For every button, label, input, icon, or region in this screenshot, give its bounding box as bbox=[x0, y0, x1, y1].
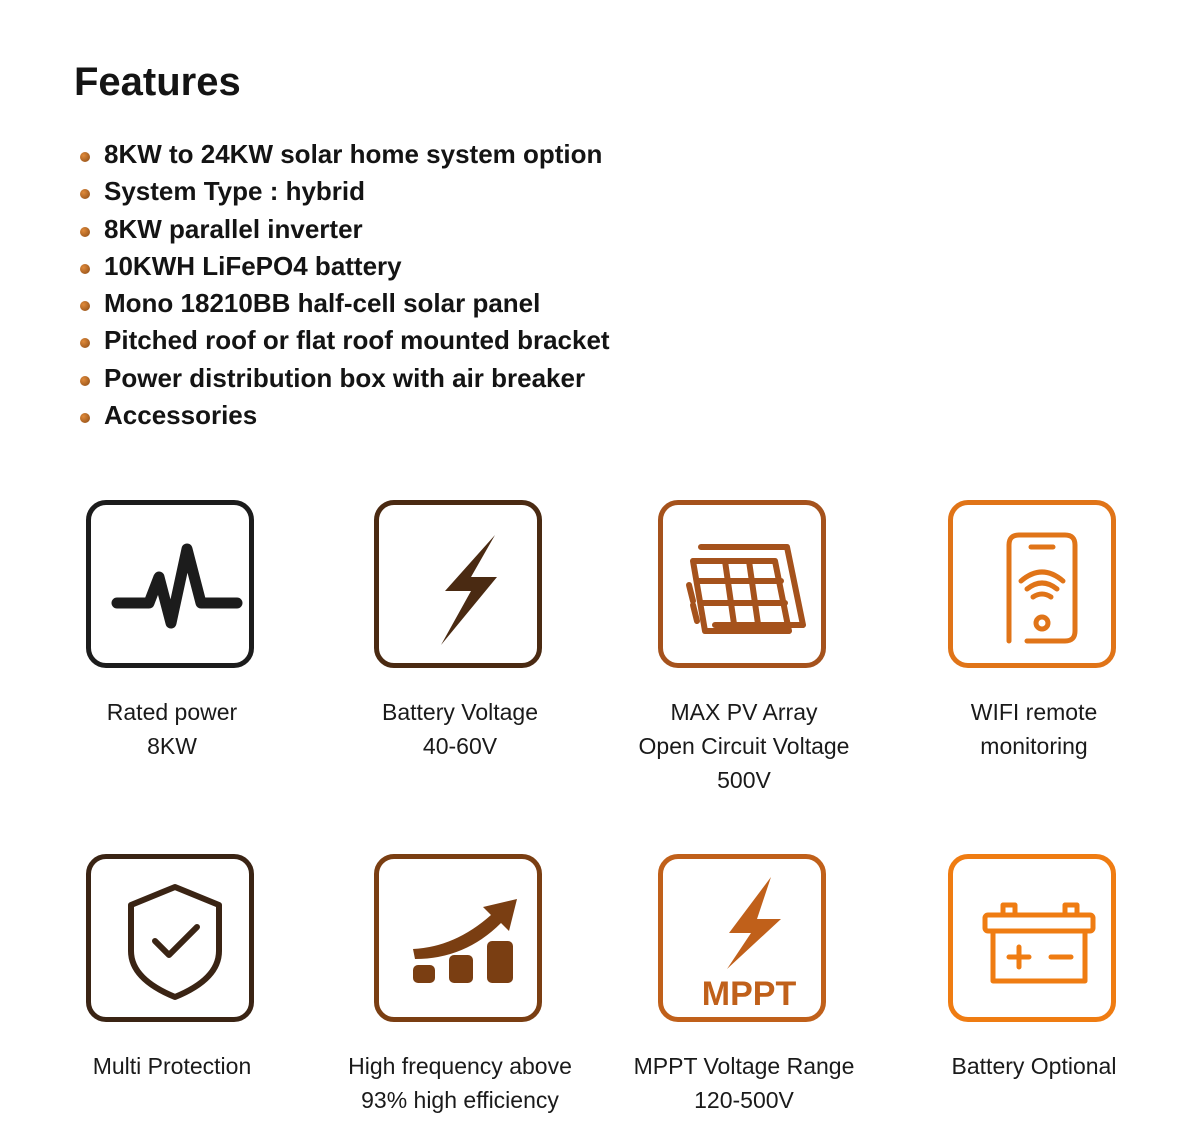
feature-item: 10KWH LiFePO4 battery bbox=[78, 249, 610, 286]
pv-array-card bbox=[658, 500, 826, 668]
multi-protection-card bbox=[86, 854, 254, 1022]
feature-item: 8KW to 24KW solar home system option bbox=[78, 137, 610, 174]
features-list bbox=[78, 137, 610, 435]
bullet-dot bbox=[80, 413, 90, 423]
battery-optional-card bbox=[948, 854, 1116, 1022]
solar-panel-icon bbox=[663, 505, 821, 663]
shield-check-icon bbox=[91, 859, 249, 1017]
wifi-monitoring-caption: WIFI remote monitoring bbox=[970, 699, 1098, 759]
feature-item: Accessories bbox=[78, 398, 610, 435]
page-title: Features bbox=[74, 60, 241, 104]
bullet-dot bbox=[80, 376, 90, 386]
phone-wifi-icon bbox=[953, 505, 1111, 663]
battery-optional-caption: Battery Optional bbox=[951, 1053, 1117, 1079]
lightning-bolt-icon bbox=[379, 505, 537, 663]
bullet-dot bbox=[80, 264, 90, 274]
rated-power-caption: Rated power 8KW bbox=[106, 699, 238, 759]
bullet-dot bbox=[80, 152, 90, 162]
efficiency-caption: High frequency above 93% high efficiency bbox=[348, 1053, 572, 1113]
bullet-dot bbox=[80, 338, 90, 348]
wifi-monitoring-card bbox=[948, 500, 1116, 668]
feature-item: System Type : hybrid bbox=[78, 174, 610, 211]
bullet-dot bbox=[80, 189, 90, 199]
battery-voltage-caption: Battery Voltage 40-60V bbox=[382, 699, 538, 759]
pv-array-caption: MAX PV Array Open Circuit Voltage 500V bbox=[638, 699, 850, 793]
mppt-caption: MPPT Voltage Range 120-500V bbox=[633, 1053, 855, 1113]
mppt-label: MPPT bbox=[701, 975, 797, 1013]
feature-item: Power distribution box with air breaker bbox=[78, 361, 610, 398]
efficiency-card bbox=[374, 854, 542, 1022]
car-battery-icon bbox=[953, 859, 1111, 1017]
pulse-icon bbox=[91, 505, 249, 663]
bullet-dot bbox=[80, 227, 90, 237]
mppt-bolt-icon bbox=[663, 859, 821, 1017]
rated-power-card bbox=[86, 500, 254, 668]
battery-voltage-card bbox=[374, 500, 542, 668]
feature-item: 8KW parallel inverter bbox=[78, 212, 610, 249]
feature-item: Mono 18210BB half-cell solar panel bbox=[78, 286, 610, 323]
multi-protection-caption: Multi Protection bbox=[92, 1053, 252, 1079]
feature-item: Pitched roof or flat roof mounted bracket bbox=[78, 323, 610, 360]
growth-chart-icon bbox=[379, 859, 537, 1017]
bullet-dot bbox=[80, 301, 90, 311]
mppt-card bbox=[658, 854, 826, 1022]
